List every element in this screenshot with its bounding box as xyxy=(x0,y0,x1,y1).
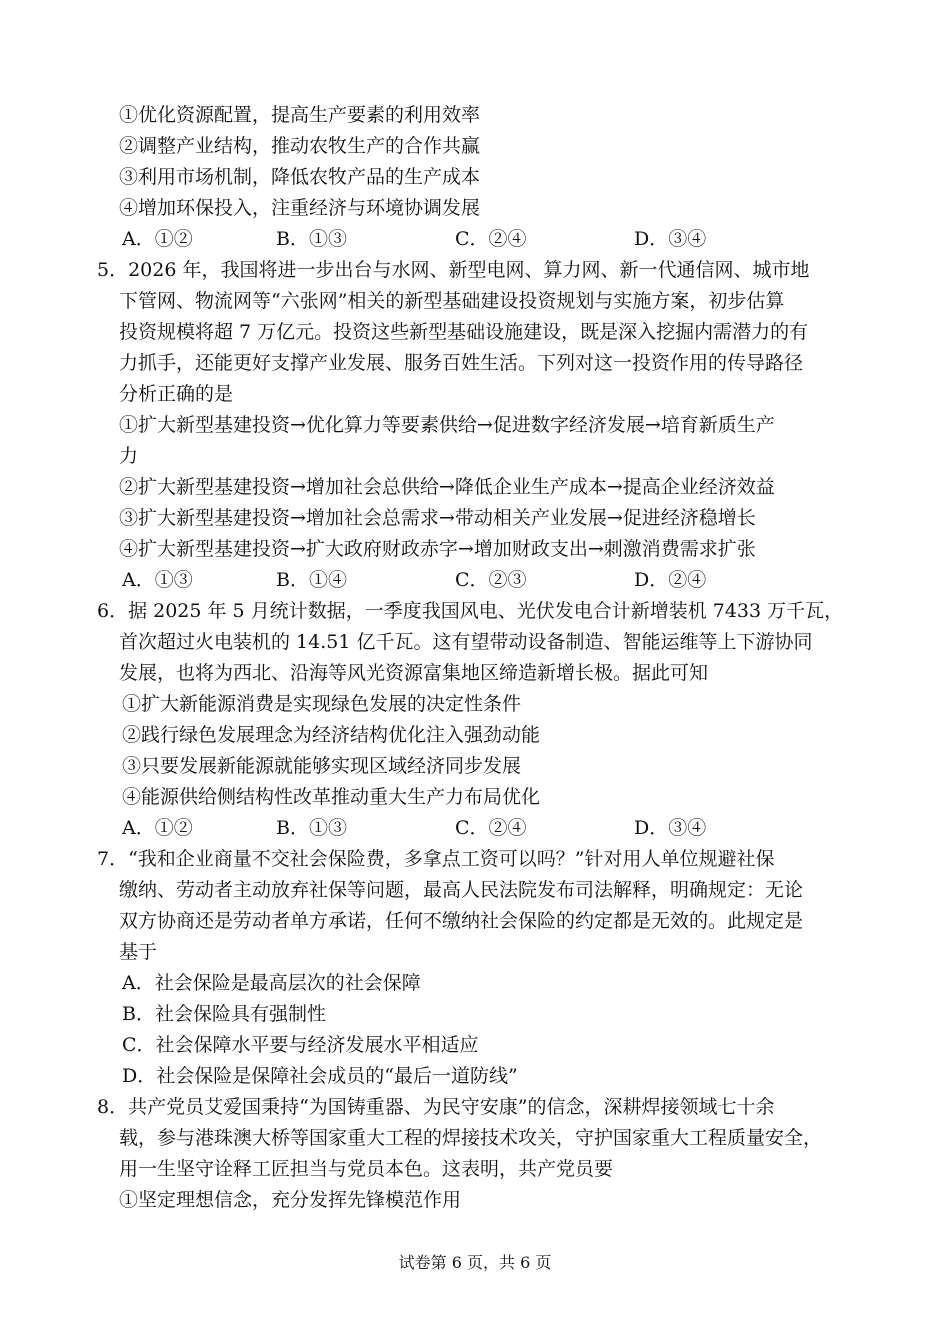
q5-option-a: A．①③ xyxy=(122,569,193,591)
q5-option-c: C．②③ xyxy=(455,569,527,591)
q6-stem-line-1: 6．据 2025 年 5 月统计数据，一季度我国风电、光伏发电合计新增装机 7433 万千瓦， xyxy=(97,600,844,622)
q6-option-c: C．②④ xyxy=(455,817,527,839)
q4-option-a: A．①② xyxy=(122,228,193,250)
q8-stem-line-2: 载，参与港珠澳大桥等国家重大工程的焊接技术攻关，守护国家重大工程质量安全， xyxy=(119,1127,823,1149)
q5-stem-line-5: 分析正确的是 xyxy=(119,383,234,405)
q6-option-b: B．①③ xyxy=(276,817,347,839)
q8-stem-line-3: 用一生坚守诠释工匠担当与党员本色。这表明，共产党员要 xyxy=(119,1158,614,1180)
q4-option-c: C．②④ xyxy=(455,228,527,250)
q4-item-1: ①优化资源配置，提高生产要素的利用效率 xyxy=(119,104,481,126)
q6-item-2: ②践行绿色发展理念为经济结构优化注入强劲动能 xyxy=(122,724,541,746)
q7-option-b: B．社会保险具有强制性 xyxy=(122,1003,326,1025)
q6-option-d: D．③④ xyxy=(634,817,707,839)
q5-stem-line-1: 5．2026 年，我国将进一步出台与水网、新型电网、算力网、新一代通信网、城市地 xyxy=(97,259,810,281)
q7-option-c: C．社会保障水平要与经济发展水平相适应 xyxy=(122,1034,479,1056)
q7-stem-line-1: 7．“我和企业商量不交社会保险费，多拿点工资可以吗？”针对用人单位规避社保 xyxy=(97,848,775,870)
q7-option-d: D．社会保险是保障社会成员的“最后一道防线” xyxy=(122,1065,518,1087)
q8-stem-line-1: 8．共产党员艾爱国秉持“为国铸重器、为民守安康”的信念，深耕焊接领域七十余 xyxy=(97,1096,775,1118)
q5-item-1: ①扩大新型基建投资→优化算力等要素供给→促进数字经济发展→培育新质生产 xyxy=(119,414,775,436)
q4-item-2: ②调整产业结构，推动农牧生产的合作共赢 xyxy=(119,135,481,157)
q7-stem-line-2: 缴纳、劳动者主动放弃社保等问题，最高人民法院发布司法解释，明确规定：无论 xyxy=(119,879,804,901)
q4-option-b: B．①③ xyxy=(276,228,347,250)
q5-item-2: ②扩大新型基建投资→增加社会总供给→降低企业生产成本→提高企业经济效益 xyxy=(119,476,775,498)
q5-item-3: ③扩大新型基建投资→增加社会总需求→带动相关产业发展→促进经济稳增长 xyxy=(119,507,756,529)
q7-stem-line-4: 基于 xyxy=(119,941,158,963)
q4-item-4: ④增加环保投入，注重经济与环境协调发展 xyxy=(119,197,481,219)
q5-stem-line-4: 力抓手，还能更好支撑产业发展、服务百姓生活。下列对这一投资作用的传导路径 xyxy=(119,352,804,374)
page-footer: 试卷第 6 页，共 6 页 xyxy=(398,1253,552,1272)
q5-option-d: D．②④ xyxy=(634,569,707,591)
q7-option-a: A．社会保险是最高层次的社会保障 xyxy=(122,972,421,994)
q6-stem-line-2: 首次超过火电装机的 14.51 亿千瓦。这有望带动设备制造、智能运维等上下游协同 xyxy=(119,631,813,653)
q4-item-3: ③利用市场机制，降低农牧产品的生产成本 xyxy=(119,166,481,188)
q5-stem-line-3: 投资规模将超 7 万亿元。投资这些新型基础设施建设，既是深入挖掘内需潜力的有 xyxy=(119,321,809,343)
q5-item-1-cont: 力 xyxy=(119,445,139,467)
q4-option-d: D．③④ xyxy=(634,228,707,250)
q5-stem-line-2: 下管网、物流网等“六张网”相关的新型基础建设投资规划与实施方案，初步估算 xyxy=(119,290,785,312)
q6-item-4: ④能源供给侧结构性改革推动重大生产力布局优化 xyxy=(122,786,541,808)
q6-item-1: ①扩大新能源消费是实现绿色发展的决定性条件 xyxy=(122,693,522,715)
q7-stem-line-3: 双方协商还是劳动者单方承诺，任何不缴纳社会保险的约定都是无效的。此规定是 xyxy=(119,910,804,932)
q6-stem-line-3: 发展，也将为西北、沿海等风光资源富集地区缔造新增长极。据此可知 xyxy=(119,662,709,684)
q6-item-3: ③只要发展新能源就能够实现区域经济同步发展 xyxy=(122,755,522,777)
q6-option-a: A．①② xyxy=(122,817,193,839)
q5-option-b: B．①④ xyxy=(276,569,347,591)
q8-item-1: ①坚定理想信念，充分发挥先锋模范作用 xyxy=(119,1189,462,1211)
q5-item-4: ④扩大新型基建投资→扩大政府财政赤字→增加财政支出→刺激消费需求扩张 xyxy=(119,538,756,560)
